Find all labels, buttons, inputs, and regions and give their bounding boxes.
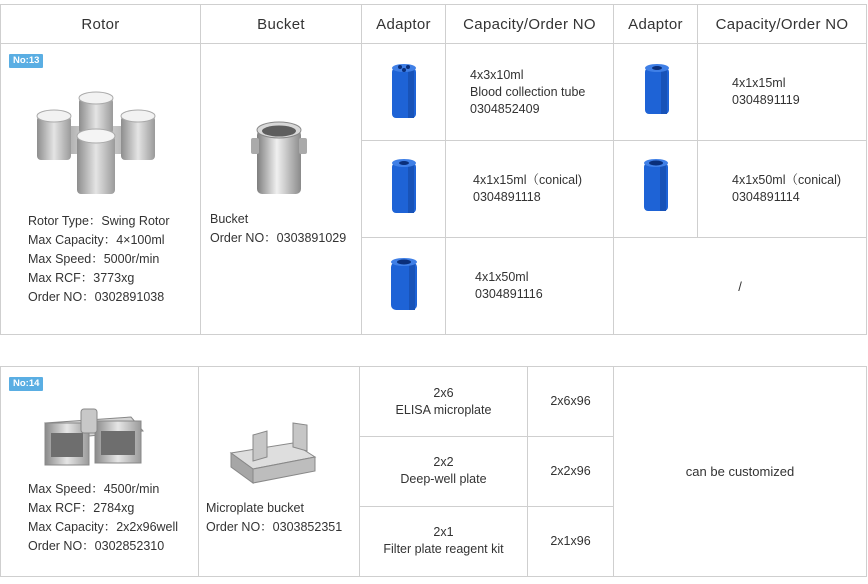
plate-type-cell (360, 506, 528, 576)
plate-name: Deep-well plate (400, 472, 487, 487)
plate-name: ELISA microplate (395, 402, 492, 417)
header-bucket: Bucket (201, 5, 362, 44)
order-no: 0304891118 (473, 190, 541, 204)
bucket-name: Microplate bucket (206, 501, 304, 515)
model-badge: No:13 (9, 54, 43, 68)
plate-format: 2x1 (433, 525, 454, 540)
capacity-cell (698, 44, 867, 141)
bucket-order-no: Order NO：0303891029 (210, 231, 347, 245)
order-no: 0304852409 (470, 101, 540, 116)
adaptor-image-cell (362, 238, 446, 335)
capacity-cell (698, 141, 867, 238)
adaptor-15ml-image (614, 62, 698, 122)
capacity-text: 4x1x50ml（conical) (732, 173, 842, 187)
header-rotor: Rotor (1, 5, 201, 44)
capacity-cell (446, 44, 614, 141)
plate-capacity: 2x2x96 (528, 437, 614, 506)
capacity-cell (446, 238, 614, 335)
model-badge: No:14 (9, 377, 43, 391)
rotor-specs (28, 480, 178, 556)
order-no: 0304891119 (732, 93, 800, 107)
adaptor-image-cell (614, 44, 698, 141)
header-adaptor: Adaptor (362, 5, 446, 44)
capacity-text: 4x1x15ml (732, 76, 786, 90)
rotor-order-no: Order NO：0302852310 (28, 539, 165, 553)
bucket-cell (201, 44, 362, 335)
rotor-14-table (0, 366, 867, 577)
max-capacity: Max Capacity：2x2x96well (28, 520, 179, 534)
plate-capacity: 2x6x96 (528, 367, 614, 437)
header-adaptor-2: Adaptor (614, 5, 698, 44)
header-capacity-2: Capacity/Order NO (698, 5, 867, 44)
empty-cell: / (614, 238, 867, 335)
adaptor-50ml-conical-image (614, 159, 698, 219)
plate-capacity: 2x1x96 (528, 506, 614, 576)
customization-note: can be customized (614, 367, 867, 577)
max-rcf: Max RCF：2784xg (28, 501, 135, 515)
max-speed: Max Speed：4500r/min (28, 482, 160, 496)
adaptor-image-cell (614, 141, 698, 238)
capacity-desc: Blood collection tube (470, 84, 586, 99)
plate-format: 2x6 (433, 385, 454, 400)
max-rcf: Max RCF：3773xg (28, 271, 135, 285)
capacity-text: 4x3x10ml (470, 67, 524, 82)
max-speed: Max Speed：5000r/min (28, 252, 160, 266)
order-no: 0304891114 (732, 190, 800, 204)
plate-name: Filter plate reagent kit (383, 542, 504, 557)
plate-format: 2x2 (433, 455, 454, 470)
bucket-order-no: Order NO：0303852351 (206, 520, 343, 534)
header-capacity: Capacity/Order NO (446, 5, 614, 44)
rotor-specs (28, 212, 170, 307)
adaptor-conical-image (362, 159, 446, 219)
adaptor-3-hole-image (362, 62, 446, 122)
adaptor-image-cell (362, 141, 446, 238)
swing-rotor-image (31, 88, 161, 208)
rotor-cell (1, 367, 199, 577)
capacity-cell (446, 141, 614, 238)
capacity-text: 4x1x50ml (475, 270, 529, 284)
capacity-text: 4x1x15ml（conical) (473, 173, 583, 187)
bucket-info (210, 210, 346, 248)
rotor-order-no: Order NO：0302891038 (28, 290, 165, 304)
rotor-cell (1, 44, 201, 335)
bucket-name: Bucket (210, 212, 249, 226)
bucket-info (206, 499, 342, 537)
plate-type-cell (360, 437, 528, 506)
order-no: 0304891116 (475, 287, 543, 301)
bucket-image (249, 118, 309, 198)
adaptor-50ml-image (362, 256, 446, 316)
adaptor-image-cell (362, 44, 446, 141)
bucket-cell (199, 367, 360, 577)
microplate-rotor-image (35, 403, 147, 473)
microplate-bucket-image (227, 417, 319, 489)
max-capacity: Max Capacity：4×100ml (28, 233, 165, 247)
rotor-13-table (0, 4, 867, 335)
header-row (1, 5, 867, 44)
rotor-type: Rotor Type：Swing Rotor (28, 214, 170, 228)
plate-type-cell (360, 367, 528, 437)
